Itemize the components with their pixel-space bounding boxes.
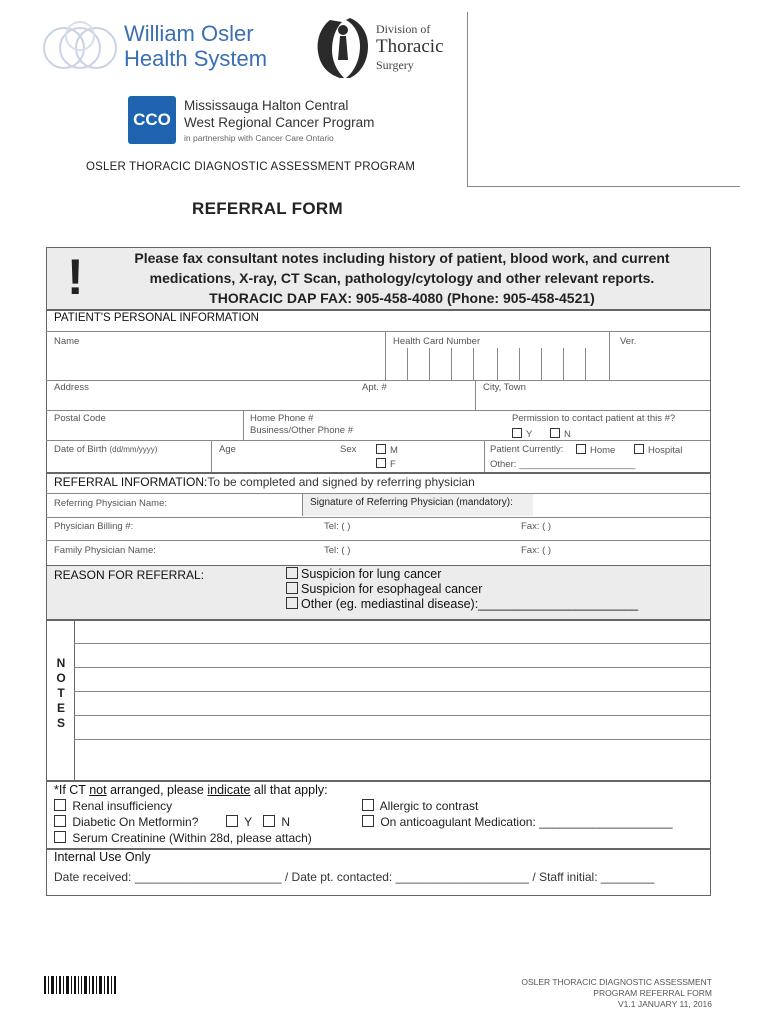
tel2-label: Tel: ( ) (324, 545, 351, 556)
family-label: Family Physician Name: (54, 545, 156, 556)
ct-anticoag-label: On anticoagulant Medication: ____________________ (380, 815, 673, 829)
permission-no[interactable] (550, 428, 571, 440)
checkbox-icon (362, 815, 374, 827)
notes-line[interactable] (74, 739, 710, 740)
ver-label: Ver. (620, 336, 637, 347)
osler-rings-icon (42, 18, 118, 76)
ct-heading-not: not (89, 783, 107, 797)
ct-anticoag[interactable] (362, 815, 673, 831)
divider (46, 331, 710, 332)
notice-line2: medications, X-ray, CT Scan, pathology/cytology and other relevant reports. (149, 270, 655, 286)
currently-hospital[interactable] (634, 444, 682, 456)
reason-esophageal[interactable] (286, 582, 482, 598)
divider (519, 348, 520, 380)
signature-label: Signature of Referring Physician (mandatory): (310, 497, 513, 508)
currently-label: Patient Currently: (490, 444, 564, 455)
reason-lung-label: Suspicion for lung cancer (301, 567, 442, 581)
form-title: REFERRAL FORM (192, 199, 343, 218)
divider (429, 348, 430, 380)
ct-heading-a: *If CT (54, 783, 90, 797)
ct-metformin-y[interactable] (226, 815, 252, 831)
notice-line1: Please fax consultant notes including history of patient, blood work, and current (134, 250, 670, 266)
notes-line[interactable] (74, 691, 710, 692)
currently-home-label: Home (590, 445, 616, 456)
divider (46, 410, 710, 411)
ct-allergic-label: Allergic to contrast (379, 799, 479, 813)
checkbox-icon (286, 582, 298, 594)
postal-label: Postal Code (54, 413, 106, 424)
notes-letter: N (56, 656, 66, 670)
footer-line1: OSLER THORACIC DIAGNOSTIC ASSESSMENT (521, 977, 712, 987)
reason-lung[interactable] (286, 567, 441, 583)
checkbox-icon (512, 428, 522, 438)
osler-logo (42, 18, 282, 78)
ct-metformin-n[interactable] (263, 815, 290, 831)
divider (46, 540, 710, 541)
ct-renal[interactable] (54, 799, 172, 815)
ct-serum[interactable] (54, 831, 312, 847)
checkbox-icon (54, 815, 66, 827)
apt-label: Apt. # (362, 382, 387, 393)
checkbox-icon (550, 428, 560, 438)
notice-line3: THORACIC DAP FAX: 905-458-4080 (Phone: 905-458-4521) (209, 290, 595, 306)
ct-heading (54, 783, 328, 799)
checkbox-icon (362, 799, 374, 811)
referral-section-heading (54, 475, 475, 489)
ct-diabetic[interactable] (54, 815, 198, 831)
footer-line2: PROGRAM REFERRAL FORM (593, 988, 712, 998)
checkbox-icon (226, 815, 238, 827)
tel1-label: Tel: ( ) (324, 521, 351, 532)
checkbox-icon (376, 444, 386, 454)
permission-label: Permission to contact patient at this #? (512, 413, 676, 424)
checkbox-icon (54, 831, 66, 843)
notes-line[interactable] (74, 715, 710, 716)
divider (475, 380, 476, 410)
thoracic-word: Thoracic (376, 36, 444, 57)
permission-yes[interactable] (512, 428, 532, 440)
internal-line[interactable]: Date received: ______________________ / Date pt. contacted: ____________________ / Staff initial: ________ (54, 870, 655, 884)
notes-letter: S (56, 716, 65, 730)
referral-section-title: REFERRAL INFORMATION: (54, 475, 208, 489)
reason-title: REASON FOR REFERRAL: (54, 568, 205, 582)
ct-heading-indicate: indicate (207, 783, 251, 797)
notes-letter: O (56, 671, 66, 685)
permission-no-label: N (564, 429, 571, 440)
dob-format: (dd/mm/yyyy) (109, 445, 158, 454)
currently-home[interactable] (576, 444, 615, 456)
surgery-word: Surgery (376, 58, 414, 72)
divider (407, 348, 408, 380)
exclamation-icon: ! (67, 249, 84, 305)
mhcw-logo (128, 96, 428, 148)
thoracic-logo (310, 14, 460, 84)
sex-male[interactable] (376, 444, 398, 456)
mh-line2: West Regional Cancer Program (184, 115, 375, 130)
checkbox-icon (634, 444, 644, 454)
divider (484, 440, 485, 472)
divider (243, 410, 244, 440)
osler-line2: Health System (124, 46, 268, 71)
address-label: Address (54, 382, 89, 393)
ct-metformin-n-label: N (281, 815, 291, 829)
mh-line1: Mississauga Halton Central (184, 98, 349, 113)
divider (473, 348, 474, 380)
ct-renal-label: Renal insufficiency (72, 799, 173, 813)
divider (46, 517, 710, 518)
osler-line1: William Osler (124, 21, 254, 46)
checkbox-icon (54, 799, 66, 811)
divider (451, 348, 452, 380)
reason-other[interactable] (286, 597, 638, 613)
dob-label (54, 444, 157, 455)
figure-silhouette-icon (310, 16, 372, 82)
internal-title: Internal Use Only (54, 850, 151, 864)
currently-hospital-label: Hospital (648, 445, 683, 456)
divider (563, 348, 564, 380)
billing-label: Physician Billing #: (54, 521, 134, 532)
program-title: OSLER THORACIC DIAGNOSTIC ASSESSMENT PROGRAM (86, 161, 416, 173)
health-card-label: Health Card Number (393, 336, 481, 347)
fax1-label: Fax: ( ) (521, 521, 552, 532)
permission-yes-label: Y (526, 429, 533, 440)
reason-esophageal-label: Suspicion for esophageal cancer (301, 582, 483, 596)
cco-badge: CCO (128, 96, 176, 144)
ct-allergic[interactable] (362, 799, 478, 815)
name-label: Name (54, 336, 80, 347)
notes-line[interactable] (74, 667, 710, 668)
label-box-bottom-border (467, 186, 740, 187)
divider (46, 380, 710, 381)
notice-box (46, 247, 711, 311)
divider (211, 440, 212, 472)
divider (46, 440, 710, 441)
business-phone-label: Business/Other Phone # (250, 425, 353, 436)
barcode-icon (44, 976, 116, 994)
checkbox-icon (576, 444, 586, 454)
sex-female-label: F (390, 459, 396, 470)
dob-text: Date of Birth (54, 444, 107, 455)
mh-line3: in partnership with Cancer Care Ontario (184, 133, 334, 143)
sex-label: Sex (340, 444, 357, 455)
divider (585, 348, 586, 380)
checkbox-icon (376, 458, 386, 468)
ct-serum-label: Serum Creatinine (Within 28d, please attach) (72, 831, 312, 845)
ct-diabetic-label: Diabetic On Metformin? (72, 815, 199, 829)
sex-female[interactable] (376, 458, 396, 470)
division-of: Division of (376, 22, 431, 36)
checkbox-icon (286, 597, 298, 609)
divider (497, 348, 498, 380)
footer-line3: V1.1 JANUARY 11, 2016 (617, 999, 712, 1009)
ct-metformin-y-label: Y (244, 815, 253, 829)
sex-male-label: M (390, 445, 398, 456)
home-phone-label: Home Phone # (250, 413, 314, 424)
checkbox-icon (263, 815, 275, 827)
divider (609, 331, 610, 380)
city-label: City, Town (483, 382, 526, 393)
divider (541, 348, 542, 380)
ct-heading-e: all that apply: (250, 783, 328, 797)
ct-heading-c: arranged, please (106, 783, 208, 797)
health-card-digits[interactable] (385, 348, 609, 380)
referral-section-sub: To be completed and signed by referring physician (207, 475, 475, 489)
ref-physician-label: Referring Physician Name: (54, 498, 167, 509)
notes-letter: T (57, 686, 65, 700)
notes-line[interactable] (74, 643, 710, 644)
reason-other-label: Other (eg. mediastinal disease):_______________________ (301, 597, 639, 611)
notes-label (54, 656, 68, 731)
age-label: Age (219, 444, 236, 455)
notes-letter: E (56, 701, 65, 715)
patient-section-title: PATIENT'S PERSONAL INFORMATION (54, 312, 259, 324)
checkbox-icon (286, 567, 298, 579)
currently-other[interactable]: Other: ______________________ (490, 459, 636, 470)
fax2-label: Fax: ( ) (521, 545, 552, 556)
label-box-left-border (467, 12, 468, 187)
